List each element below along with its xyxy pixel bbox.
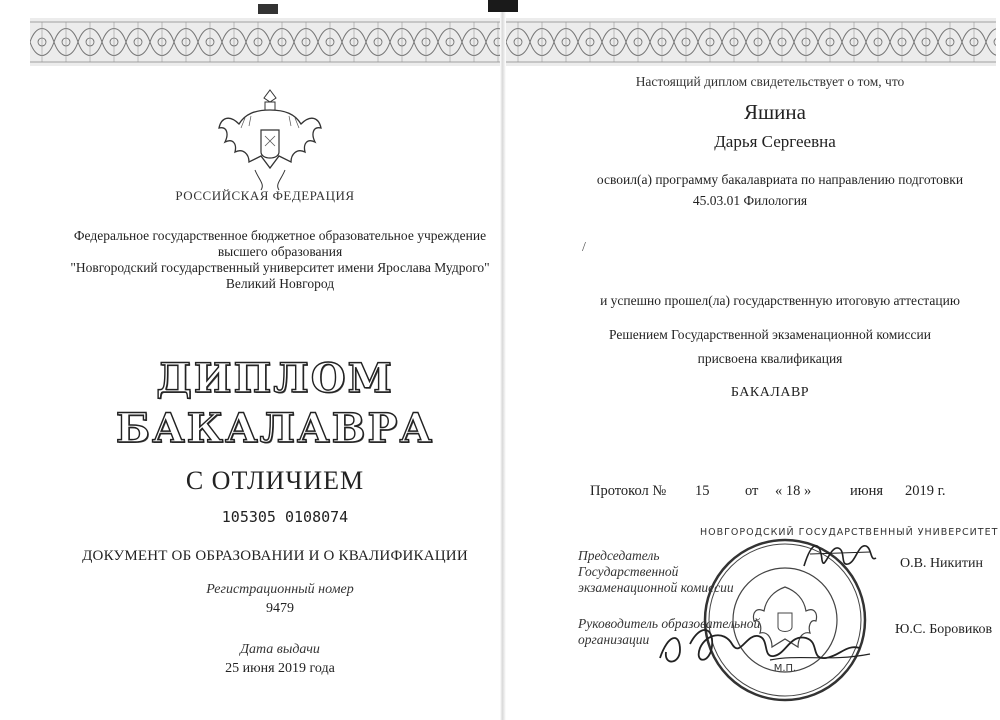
scan-artifact [488, 0, 518, 12]
stray-mark: / [582, 240, 586, 255]
protocol-number: 15 [695, 483, 710, 499]
program-text: освоил(а) программу бакалавриата по направлению подготовки [596, 172, 964, 187]
protocol-year: 2019 г. [905, 483, 946, 499]
qualification-awarded-text: присвоена квалификация [697, 351, 843, 366]
institution-line: "Новгородский государственный университет имени Ярослава Мудрого" [70, 260, 490, 275]
head-title-line: Руководитель образовательной [578, 616, 761, 631]
scan-artifact-small [258, 4, 278, 14]
issue-date-label: Дата выдачи [240, 642, 320, 657]
ornament-pattern-right [506, 18, 996, 66]
chair-name: О.В. Никитин [900, 556, 983, 571]
protocol-day: « 18 » [775, 483, 812, 499]
head-signature-icon [650, 614, 880, 674]
ornament-band-right [506, 18, 996, 66]
document-type: ДОКУМЕНТ ОБ ОБРАЗОВАНИИ И О КВАЛИФИКАЦИИ [82, 548, 468, 564]
chair-title-line: экзаменационной комиссии [578, 580, 734, 595]
seal-code: М.П. [773, 663, 797, 674]
center-fold [500, 0, 506, 720]
institution-block [60, 228, 500, 292]
head-title-line: организации [578, 632, 650, 647]
attestation-text: и успешно прошел(ла) государственную итоговую аттестацию [600, 293, 960, 308]
ornament-pattern-left [30, 18, 500, 66]
diploma-title-line1: ДИПЛОМ [156, 355, 394, 402]
protocol-from: от [745, 483, 759, 499]
head-name: Ю.С. Боровиков [895, 622, 993, 637]
issue-date: 25 июня 2019 года [225, 661, 335, 676]
graduate-surname: Яшина [744, 100, 806, 124]
institution-line: Великий Новгород [225, 276, 335, 291]
graduate-given-names: Дарья Сергеевна [714, 132, 836, 151]
registration-number: 9479 [266, 601, 294, 616]
country-name: РОССИЙСКАЯ ФЕДЕРАЦИЯ [175, 188, 355, 203]
specialty: 45.03.01 Филология [692, 193, 808, 208]
protocol-label: Протокол № [590, 483, 667, 499]
chair-signature-icon [800, 536, 880, 576]
seal-text: НОВГОРОДСКИЙ ГОСУДАРСТВЕННЫЙ УНИВЕРСИТЕТ [700, 527, 999, 538]
honors-label: С ОТЛИЧИЕМ [185, 466, 365, 495]
coat-of-arms-icon [215, 84, 325, 192]
certificate-intro: Настоящий диплом свидетельствует о том, что [635, 74, 905, 89]
chair-title-line: Председатель [578, 548, 660, 563]
diploma-title-line2: БАКАЛАВРА [115, 405, 435, 452]
qualification: БАКАЛАВР [730, 385, 810, 400]
institution-line: Федеральное государственное бюджетное образовательное учреждение [73, 228, 487, 243]
ornament-band-left [30, 18, 500, 66]
protocol-month: июня [850, 483, 884, 499]
institution-line: высшего образования [217, 244, 343, 259]
registration-label: Регистрационный номер [206, 582, 354, 597]
commission-decision: Решением Государственной экзаменационной комиссии [609, 327, 931, 342]
serial-number: 105305 0108074 [221, 508, 349, 526]
chair-title-line: Государственной [578, 564, 679, 579]
